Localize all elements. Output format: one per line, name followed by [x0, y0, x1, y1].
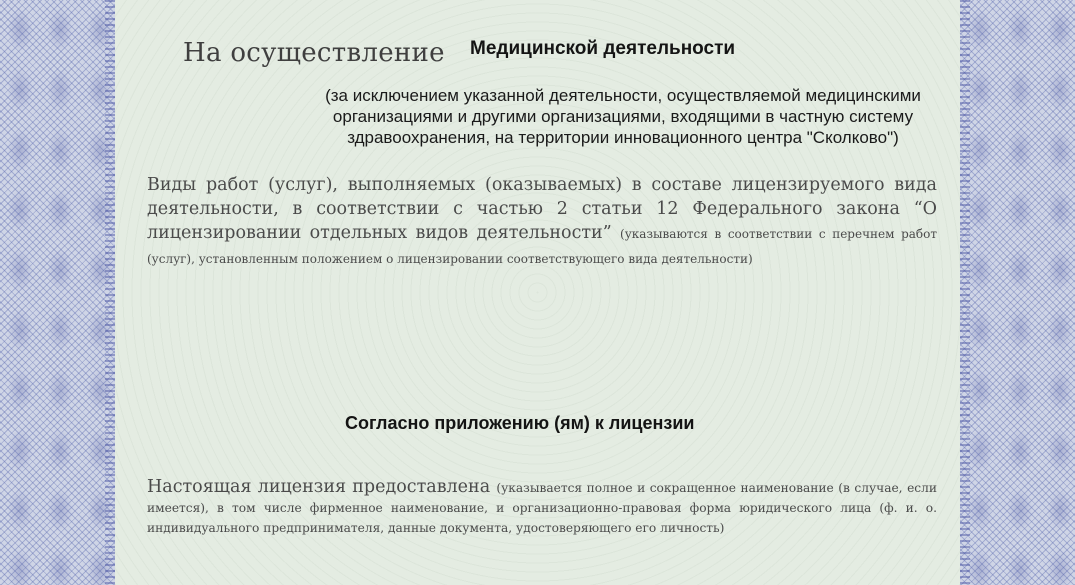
licensee-paragraph — [147, 478, 937, 538]
licensee-footnote: (указывается полное и сокращенное наименование (в случае, если имеется), в том числе фирменное наименование, и организационно-правовая форма юридического лица (ф. и. о. индивидуального предпринимателя, данные документа, удостоверяющего его личность) — [147, 481, 937, 535]
works-paragraph — [147, 173, 937, 271]
works-footnote: (указываются в соответствии с перечнем работ (услуг), установленным положением о лицензировании соответствующего вида деятельности) — [147, 227, 937, 266]
form-heading: На осуществление — [183, 38, 445, 68]
annex-reference: Согласно приложению (ям) к лицензии — [345, 413, 695, 433]
decorative-border-left — [0, 0, 115, 585]
border-edge — [105, 0, 115, 585]
works-text: Виды работ (услуг), выполняемых (оказываемых) в составе лицензируемого вида деятельности, в соответствии с частью 2 статьи 12 Федерального закона “О лицензировании отдельных видов деятельности” — [147, 175, 937, 243]
licensee-text: Настоящая лицензия предоставлена — [147, 477, 491, 497]
activity-exception-note: (за исключением указанной деятельности, осуществляемой медицинскими организациями и другими организациями, входящими в частную систему здравоохранения, на территории инновационного центра "Сколково") — [325, 86, 921, 147]
activity-type: Медицинской деятельности — [470, 38, 736, 59]
decorative-border-right — [960, 0, 1075, 585]
